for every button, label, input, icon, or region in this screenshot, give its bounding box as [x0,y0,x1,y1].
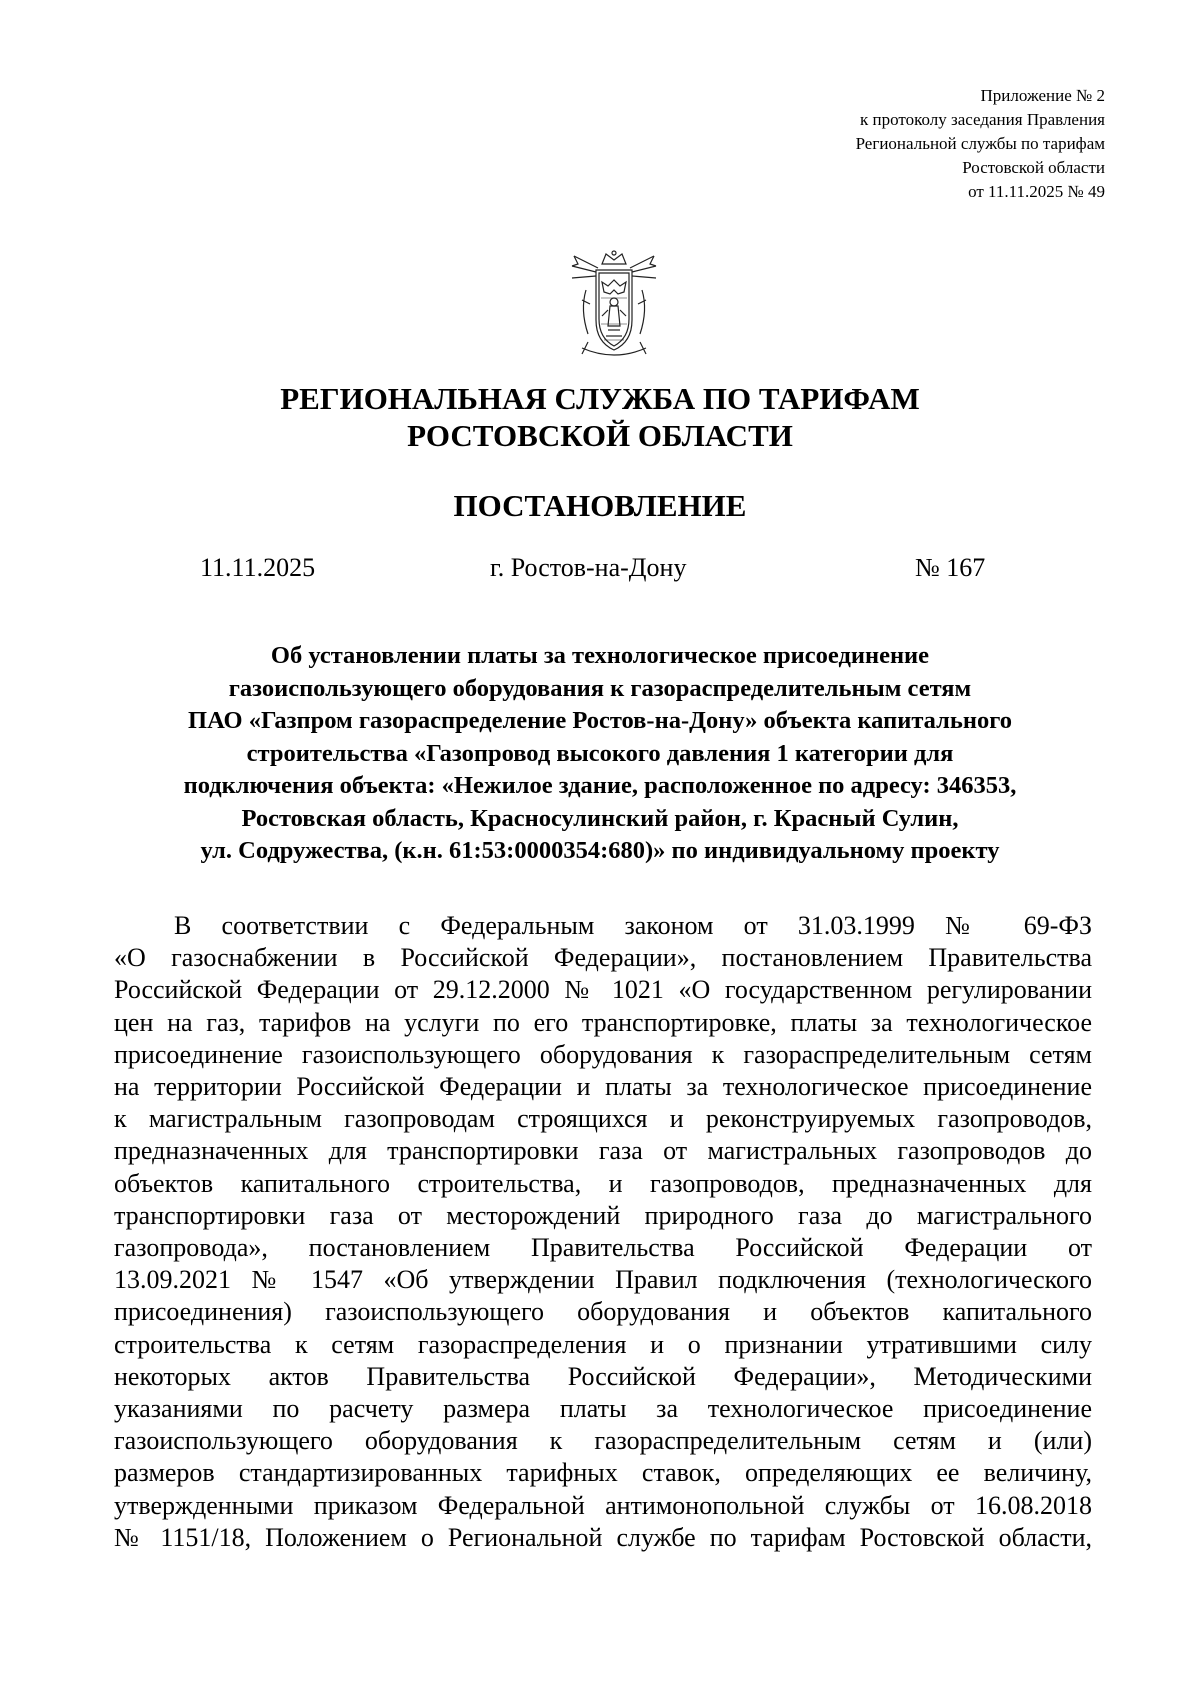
attachment-line: Региональной службы по тарифам [855,134,1105,153]
body-line: строительства к сетям газораспределения и о признании утратившими силу [114,1329,1092,1359]
body-line: утвержденными приказом Федеральной антимонопольной службы от 16.08.2018 [114,1490,1092,1520]
document-city: г. Ростов-на-Дону [490,553,687,582]
body-line: № 1151/18, Положением о Региональной службе по тарифам Ростовской области, [114,1522,1092,1552]
body-line: газопровода», постановлением Правительства Российской Федерации от [114,1233,1092,1263]
organization-line: РЕГИОНАЛЬНАЯ СЛУЖБА ПО ТАРИФАМ [280,381,920,416]
body-line: к магистральным газопроводам строящихся и реконструируемых газопроводов, [114,1104,1092,1134]
attachment-line: Ростовской области [962,158,1105,177]
subject-line: ПАО «Газпром газораспределение Ростов-на-Дону» объекта капитального [188,707,1012,734]
subject-line: подключения объекта: «Нежилое здание, расположенное по адресу: 346353, [183,772,1017,799]
attachment-line: к протоколу заседания Правления [860,110,1105,129]
body-line: некоторых актов Правительства Российской Федерации», Методическими [114,1361,1092,1391]
coat-of-arms-icon [568,250,660,362]
subject-line: газоиспользующего оборудования к газораспределительным сетям [228,674,972,702]
subject-line: Об установлении платы за технологическое присоединение [270,642,930,669]
body-line: 13.09.2021 № 1547 «Об утверждении Правил подключения (технологического [114,1265,1092,1295]
body-line: указаниями по расчету размера платы за технологическое присоединение [114,1394,1092,1424]
body-line: предназначенных для транспортировки газа от магистральных газопроводов до [114,1136,1092,1166]
subject-line: ул. Содружества, (к.н. 61:53:0000354:680)» по индивидуальному проекту [200,837,1000,864]
body-line: размеров стандартизированных тарифных ставок, определяющих ее величину, [114,1458,1092,1488]
subject-line: строительства «Газопровод высокого давления 1 категории для [246,739,954,767]
body-line: транспортировки газа от месторождений природного газа до магистрального [114,1200,1092,1230]
attachment-note [856,84,1105,204]
document-subject [120,640,1080,868]
body-line: Российской Федерации от 29.12.2000 № 1021 «О государственном регулировании [114,975,1092,1005]
body-line: объектов капитального строительства, и газопроводов, предназначенных для [114,1168,1092,1198]
body-line: цен на газ, тарифов на услуги по его транспортировке, платы за технологическое [114,1007,1092,1037]
body-line: присоединение газоиспользующего оборудования к газораспределительным сетям [114,1039,1092,1069]
organization-name [0,380,1200,454]
body-paragraph [114,910,1092,1554]
document-date: 11.11.2025 [200,553,316,582]
body-line: газоиспользующего оборудования к газораспределительным сетям и (или) [114,1426,1092,1456]
document-type: ПОСТАНОВЛЕНИЕ [453,488,747,523]
attachment-line: Приложение № 2 [980,86,1105,105]
body-line: «О газоснабжении в Российской Федерации», постановлением Правительства [114,943,1092,973]
body-line: на территории Российской Федерации и платы за технологическое присоединение [114,1072,1092,1102]
body-line: присоединения) газоиспользующего оборудования и объектов капитального [114,1297,1092,1327]
subject-line: Ростовская область, Красносулинский район, г. Красный Сулин, [241,804,959,832]
body-line: В соответствии с Федеральным законом от 31.03.1999 № 69-ФЗ [174,911,1092,940]
attachment-line: от 11.11.2025 № 49 [968,182,1105,201]
organization-line: РОСТОВСКОЙ ОБЛАСТИ [407,418,793,453]
document-number: № 167 [915,553,986,582]
